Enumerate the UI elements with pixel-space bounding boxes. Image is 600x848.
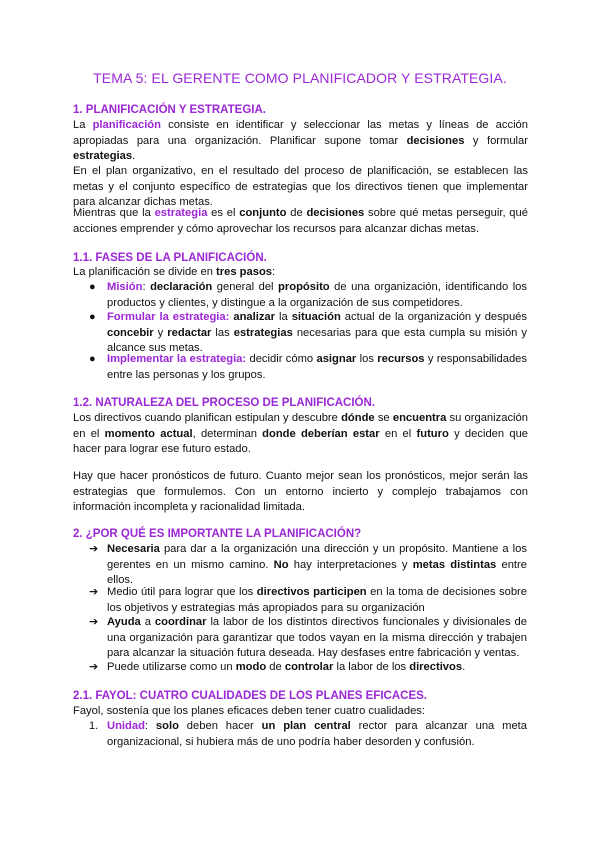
section-2-1-intro: Fayol, sostenía que los planes eficaces deben tener cuatro cualidades: [73,705,426,717]
arrow-right-icon: ➔ [89,543,99,555]
list-item: Implementar la estrategia: decidir cómo asignar los recursos y responsabilidades entre las personas y los grupos. [107,353,527,381]
section-1-paragraph-2: En el plan organizativo, en el resultado del proceso de planificación, se establecen las metas y el conjunto específico de estrategias que los directivos tienen que implementar para alcanzar dichas metas. [73,165,528,209]
bullet-icon: ● [89,281,96,293]
list-item: Necesaria para dar a la organización una dirección y un propósito. Mantiene a los gerentes en un mismo camino. No hay interpretaciones y metas distintas entre ellos. [107,543,527,587]
section-1-1-intro: La planificación se divide en tres pasos: [73,266,276,278]
bullet-icon: ● [89,311,96,323]
section-1-1-heading: 1.1. FASES DE LA PLANIFICACIÓN. [73,252,267,264]
arrow-right-icon: ➔ [89,661,99,673]
section-1-heading: 1. PLANIFICACIÓN Y ESTRATEGIA. [73,104,266,116]
list-number: 1. [89,720,99,732]
list-item: Ayuda a coordinar la labor de los distintos directivos funcionales y divisionales de una organización para garantizar que todos vayan en la misma dirección y trabajen para alcanzar la situación futura deseada. Hay desfases entre fabricación y ventas. [107,616,527,660]
list-item: Misión: declaración general del propósito de una organización, identificando los productos y clientes, y distingue a la organización de sus competidores. [107,281,527,309]
arrow-right-icon: ➔ [89,616,99,628]
list-item: Formular la estrategia: analizar la situación actual de la organización y después concebir y redactar las estrategias necesarias para que esta cumpla su misión y alcance sus metas. [107,311,527,355]
section-1-2-heading: 1.2. NATURALEZA DEL PROCESO DE PLANIFICACIÓN. [73,397,376,409]
list-item: Unidad: solo deben hacer un plan central rector para alcanzar una meta organizacional, si hubiera más de uno podría haber desorden y confusión. [107,720,528,748]
section-2-heading: 2. ¿POR QUÉ ES IMPORTANTE LA PLANIFICACIÓN? [73,528,362,540]
list-item: Medio útil para lograr que los directivos participen en la toma de decisiones sobre los objetivos y estrategias más apropiados para su organización [107,586,527,614]
arrow-right-icon: ➔ [89,586,99,598]
section-1-paragraph-1: La planificación consiste en identificar y seleccionar las metas y líneas de acción apropiadas para una organización. Planificar supone tomar decisiones y formular estrategias. [73,119,529,163]
section-1-paragraph-3: Mientras que la estrategia es el conjunto de decisiones sobre qué metas perseguir, qué acciones emprender y cómo aprovechar los recursos para alcanzar dichas metas. [73,207,528,235]
section-1-2-paragraph-1: Los directivos cuando planifican estipulan y descubre dónde se encuentra su organización en el momento actual, determinan donde deberían estar en el futuro y deciden que hacer para lograr ese futuro estado. [73,412,529,456]
bullet-icon: ● [89,353,96,365]
list-item: Puede utilizarse como un modo de controlar la labor de los directivos. [107,661,466,673]
section-2-1-heading: 2.1. FAYOL: CUATRO CUALIDADES DE LOS PLANES EFICACES. [73,690,427,702]
page-title: TEMA 5: EL GERENTE COMO PLANIFICADOR Y ESTRATEGIA. [93,70,507,86]
section-1-2-paragraph-2: Hay que hacer pronósticos de futuro. Cuanto mejor sean los pronósticos, mejor serán las estrategias que formulemos. Con un entorno incierto y complejo trabajamos con información incompleta y racionalidad limitada. [73,470,528,514]
